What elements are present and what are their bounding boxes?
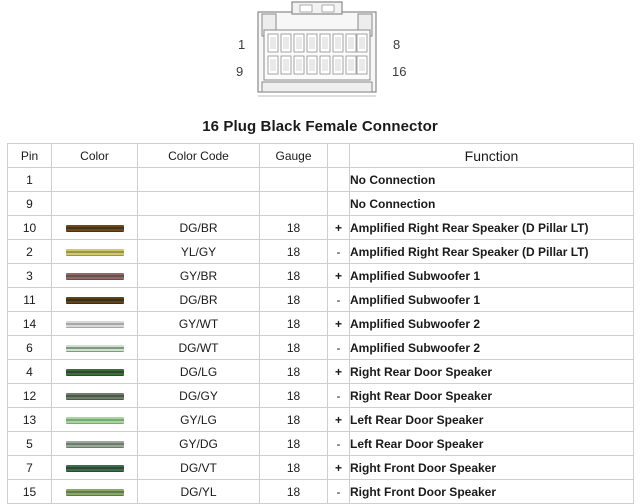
cell-polarity: - [328, 480, 350, 504]
cell-gauge: 18 [260, 264, 328, 288]
cell-color-code: DG/WT [138, 336, 260, 360]
cell-wire-color [52, 480, 138, 504]
cell-gauge: 18 [260, 384, 328, 408]
cell-color-code [138, 168, 260, 192]
cell-function: Amplified Right Rear Speaker (D Pillar LT) [350, 240, 634, 264]
cell-wire-color [52, 216, 138, 240]
cell-color-code: GY/WT [138, 312, 260, 336]
header-function: Function [350, 144, 634, 168]
cell-gauge: 18 [260, 240, 328, 264]
connector-pin-label-8: 8 [393, 37, 401, 52]
wire-color-swatch [66, 249, 124, 256]
cell-function: Amplified Subwoofer 2 [350, 336, 634, 360]
cell-color-code: GY/LG [138, 408, 260, 432]
table-row [8, 264, 634, 288]
cell-function: No Connection [350, 168, 634, 192]
cell-wire-color [52, 432, 138, 456]
cell-pin: 9 [8, 192, 52, 216]
cell-function: Amplified Subwoofer 2 [350, 312, 634, 336]
cell-wire-color [52, 456, 138, 480]
cell-polarity: + [328, 216, 350, 240]
cell-wire-color [52, 240, 138, 264]
header-gauge: Gauge [260, 144, 328, 168]
table-row [8, 384, 634, 408]
table-row [8, 336, 634, 360]
cell-gauge: 18 [260, 480, 328, 504]
cell-polarity: - [328, 288, 350, 312]
table-header-row [8, 144, 634, 168]
cell-color-code: YL/GY [138, 240, 260, 264]
table-row [8, 240, 634, 264]
cell-color-code: DG/YL [138, 480, 260, 504]
wire-color-swatch [66, 489, 124, 496]
cell-color-code: GY/DG [138, 432, 260, 456]
cell-wire-color [52, 336, 138, 360]
cell-polarity: - [328, 384, 350, 408]
wire-color-swatch [66, 441, 124, 448]
cell-color-code: DG/BR [138, 288, 260, 312]
page-title: 16 Plug Black Female Connector [202, 118, 438, 135]
cell-polarity: - [328, 240, 350, 264]
cell-polarity: + [328, 360, 350, 384]
wire-color-swatch [66, 273, 124, 280]
cell-wire-color [52, 264, 138, 288]
cell-polarity: + [328, 264, 350, 288]
cell-gauge [260, 192, 328, 216]
header-color-code: Color Code [138, 144, 260, 168]
wire-color-swatch [66, 465, 124, 472]
cell-wire-color [52, 168, 138, 192]
connector-drawing-icon [0, 0, 640, 112]
cell-polarity: - [328, 336, 350, 360]
cell-gauge: 18 [260, 216, 328, 240]
header-polarity [328, 144, 350, 168]
table-row [8, 192, 634, 216]
cell-function: Amplified Right Rear Speaker (D Pillar LT) [350, 216, 634, 240]
cell-gauge: 18 [260, 408, 328, 432]
cell-gauge: 18 [260, 288, 328, 312]
connector-pin-label-1: 1 [238, 37, 246, 52]
table-row [8, 456, 634, 480]
cell-function: Right Rear Door Speaker [350, 384, 634, 408]
header-pin: Pin [8, 144, 52, 168]
cell-wire-color [52, 408, 138, 432]
cell-polarity: + [328, 312, 350, 336]
cell-wire-color [52, 384, 138, 408]
cell-function: Left Rear Door Speaker [350, 432, 634, 456]
cell-pin: 15 [8, 480, 52, 504]
cell-gauge: 18 [260, 432, 328, 456]
cell-pin: 6 [8, 336, 52, 360]
cell-color-code: DG/VT [138, 456, 260, 480]
pinout-table-body [8, 168, 634, 504]
header-color: Color [52, 144, 138, 168]
pinout-table [7, 143, 634, 504]
wire-color-swatch [66, 225, 124, 232]
cell-gauge: 18 [260, 456, 328, 480]
cell-color-code [138, 192, 260, 216]
cell-wire-color [52, 288, 138, 312]
cell-pin: 10 [8, 216, 52, 240]
cell-polarity [328, 192, 350, 216]
cell-gauge: 18 [260, 360, 328, 384]
table-row [8, 312, 634, 336]
cell-polarity: + [328, 456, 350, 480]
table-row [8, 288, 634, 312]
cell-pin: 2 [8, 240, 52, 264]
cell-pin: 7 [8, 456, 52, 480]
cell-function: No Connection [350, 192, 634, 216]
cell-function: Amplified Subwoofer 1 [350, 288, 634, 312]
table-row [8, 408, 634, 432]
cell-color-code: DG/LG [138, 360, 260, 384]
wire-color-swatch [66, 369, 124, 376]
cell-pin: 11 [8, 288, 52, 312]
cell-pin: 5 [8, 432, 52, 456]
connector-pin-label-16: 16 [392, 64, 407, 79]
wire-color-swatch [66, 417, 124, 424]
cell-function: Left Rear Door Speaker [350, 408, 634, 432]
table-row [8, 216, 634, 240]
cell-wire-color [52, 360, 138, 384]
cell-pin: 13 [8, 408, 52, 432]
wire-color-swatch [66, 345, 124, 352]
table-row [8, 360, 634, 384]
cell-function: Right Front Door Speaker [350, 456, 634, 480]
wire-color-swatch [66, 321, 124, 328]
wire-color-swatch [66, 393, 124, 400]
table-row [8, 168, 634, 192]
cell-wire-color [52, 192, 138, 216]
cell-color-code: GY/BR [138, 264, 260, 288]
cell-polarity: - [328, 432, 350, 456]
cell-gauge: 18 [260, 312, 328, 336]
cell-gauge [260, 168, 328, 192]
cell-pin: 1 [8, 168, 52, 192]
connector-illustration [0, 0, 640, 112]
cell-pin: 14 [8, 312, 52, 336]
cell-function: Right Front Door Speaker [350, 480, 634, 504]
cell-function: Right Rear Door Speaker [350, 360, 634, 384]
table-row [8, 432, 634, 456]
cell-function: Amplified Subwoofer 1 [350, 264, 634, 288]
cell-color-code: DG/BR [138, 216, 260, 240]
table-row [8, 480, 634, 504]
cell-gauge: 18 [260, 336, 328, 360]
cell-pin: 3 [8, 264, 52, 288]
cell-polarity: + [328, 408, 350, 432]
cell-color-code: DG/GY [138, 384, 260, 408]
cell-pin: 12 [8, 384, 52, 408]
cell-polarity [328, 168, 350, 192]
wire-color-swatch [66, 297, 124, 304]
connector-pin-label-9: 9 [236, 64, 244, 79]
cell-wire-color [52, 312, 138, 336]
cell-pin: 4 [8, 360, 52, 384]
